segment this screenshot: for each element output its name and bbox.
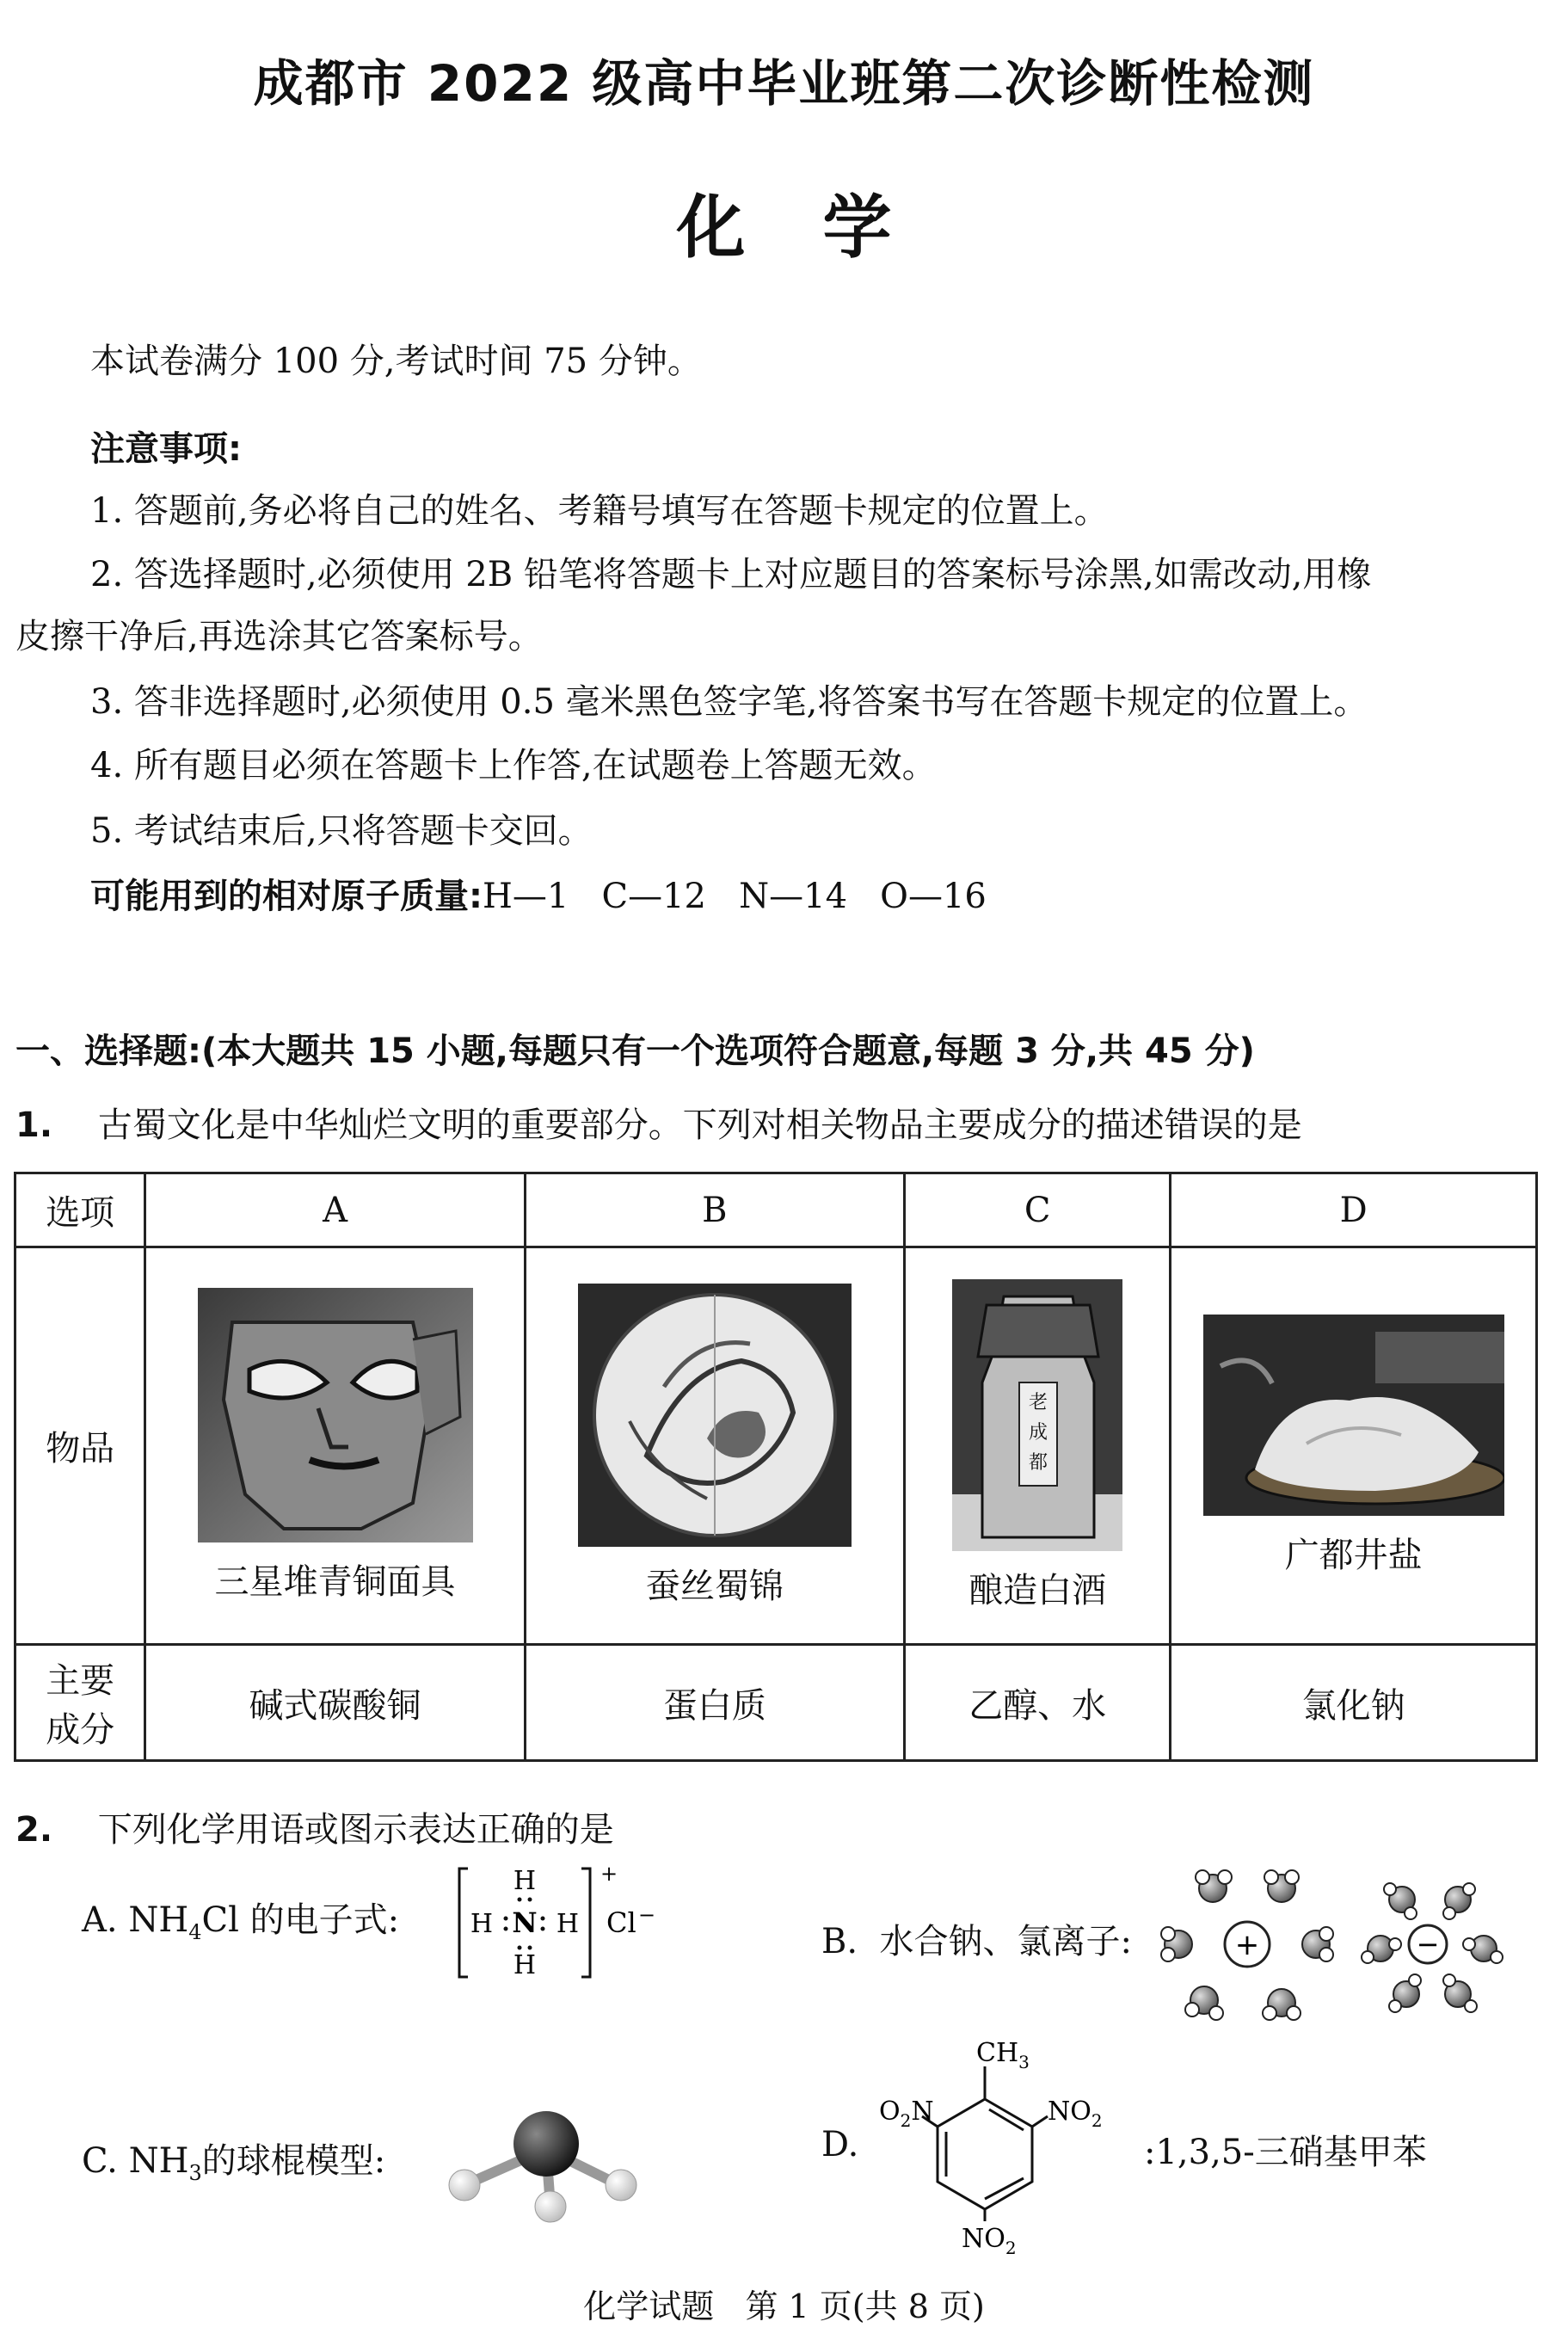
svg-text:+: + [600,1862,618,1886]
question-text: 古蜀文化是中华灿烂文明的重要部分。下列对相关物品主要成分的描述错误的是 [97,1105,1302,1145]
question-1-stem [15,1098,1302,1147]
svg-text:−: − [638,1903,656,1927]
component-cell: 碱式碳酸铜 [145,1645,525,1761]
item-cell [1171,1247,1537,1645]
well-salt-photo [1203,1315,1504,1516]
option-b-label: B. 水合钠、氯离子: [821,1922,1133,1961]
svg-text:+: + [1234,1928,1260,1962]
option-c-text: C. NH [82,2141,189,2181]
question-1-table [14,1172,1538,1762]
note-item: 1. 答题前,务必将自己的姓名、考籍号填写在答题卡规定的位置上。 [90,491,1109,531]
question-2-stem [15,1802,614,1851]
svg-text:H: H [513,1866,537,1896]
note-item: 5. 考试结束后,只将答题卡交回。 [90,811,593,851]
option-d-label: D. [821,2125,859,2164]
svg-text:NO2: $NO_2$ [962,2224,1017,2254]
exam-title: 成都市 2022 级高中毕业班第二次诊断性检测 [253,54,1315,113]
question-number: 2. [15,1810,53,1850]
item-cell [525,1247,904,1645]
option-cell: B [525,1173,904,1247]
question-number: 1. [15,1105,53,1145]
item-cell [145,1247,525,1645]
note-item: 皮擦干净后,再选涂其它答案标号。 [15,617,543,656]
item-cell [905,1247,1171,1645]
row-head-option: 选项 [15,1173,145,1247]
option-c-rest: 的球棍模型: [201,2141,386,2181]
subject-title: 化学 [676,188,969,268]
atomic-mass-values: H—1 C—12 N—14 O—16 [483,877,987,916]
svg-text:NO2: $NO_2$ [1048,2097,1103,2131]
option-cell: C [905,1173,1171,1247]
option-a-text: A. NH [82,1900,189,1940]
note-item: 4. 所有题目必须在答题卡上作答,在试题卷上答题无效。 [90,746,937,785]
question-text: 下列化学用语或图示表达正确的是 [97,1810,614,1850]
bottle-label-char-3: 都 [1029,1452,1048,1474]
option-cell: A [145,1173,525,1247]
option-a-label [82,1893,399,1944]
hydrated-ions-diagram [1153,1858,1514,2030]
svg-text:H: H [556,1909,580,1939]
svg-text:Cl: Cl [606,1906,636,1939]
bronze-mask-photo [198,1288,473,1542]
nh3-ball-stick-model [439,2099,662,2228]
baijiu-bottle-photo [952,1279,1122,1551]
nh4cl-electron-formula [456,1858,679,1987]
tnt-structure [860,2030,1144,2254]
note-item: 3. 答非选择题时,必须使用 0.5 毫米黑色签字笔,将答案书写在答题卡规定的位置上。 [90,682,1368,722]
row-head-component-line1: 主要 [46,1661,115,1701]
page-footer: 化学试题 第 1 页(共 8 页) [583,2288,985,2325]
svg-text:N: N [512,1906,538,1939]
bottle-label-char-1: 老 [1029,1392,1048,1413]
option-c-label [82,2134,385,2185]
component-cell: 乙醇、水 [905,1645,1171,1761]
svg-text:H: H [513,1950,537,1980]
row-head-component-line2: 成分 [46,1710,115,1750]
shu-brocade-photo [578,1284,852,1547]
note-item: 2. 答选择题时,必须使用 2B 铅笔将答题卡上对应题目的答案标号涂黑,如需改动,用橡 [90,555,1372,594]
svg-text:H: H [470,1909,494,1939]
option-c-subscript: 3 [188,2161,202,2185]
component-cell: 蛋白质 [525,1645,904,1761]
option-a-subscript: 4 [188,1920,202,1944]
bottle-label-char-2: 成 [1029,1422,1048,1444]
atomic-mass-label: 可能用到的相对原子质量: [90,877,483,916]
section-heading: 一、选择题:(本大题共 15 小题,每题只有一个选项符合题意,每题 3 分,共 45 分) [15,1031,1255,1071]
row-head-item: 物品 [15,1247,145,1645]
component-cell: 氯化钠 [1171,1645,1537,1761]
option-d-name: :1,3,5-三硝基甲苯 [1144,2133,1427,2172]
item-caption: 广都井盐 [1284,1536,1423,1575]
svg-text:O2N: $O_2N$ [879,2097,934,2131]
svg-text:CH3: $CH_3$ [976,2038,1030,2072]
atomic-mass-line [90,869,987,918]
item-caption: 蚕丝蜀锦 [645,1567,784,1606]
item-caption: 酿造白酒 [968,1571,1107,1610]
svg-text:−: − [1416,1928,1440,1961]
intro-text: 本试卷满分 100 分,考试时间 75 分钟。 [90,342,702,381]
item-caption: 三星堆青铜面具 [214,1562,456,1602]
notes-heading: 注意事项: [90,429,242,469]
option-cell: D [1171,1173,1537,1247]
row-head-component [15,1645,145,1761]
option-a-rest: Cl 的电子式: [201,1900,400,1940]
